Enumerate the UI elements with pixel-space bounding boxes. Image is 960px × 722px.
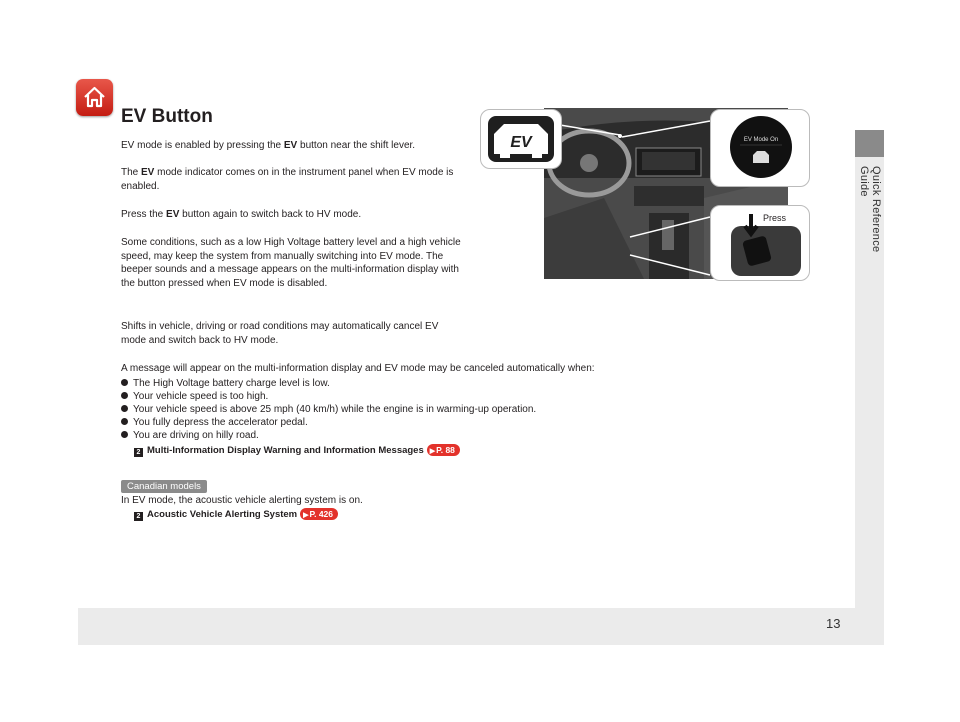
home-icon — [82, 85, 107, 110]
page-ref-badge[interactable]: ▶P. 426 — [300, 508, 338, 520]
ev-button-icon — [488, 116, 554, 162]
press-illustration — [711, 206, 809, 280]
mid-display-icon — [730, 116, 792, 178]
paragraph-message: A message will appear on the multi-information display and EV mode may be canceled automatically when: — [121, 363, 595, 374]
side-section-label[interactable]: Quick Reference Guide — [858, 166, 882, 253]
svg-text:EV: EV — [510, 134, 532, 151]
svg-text:EV Mode On: EV Mode On — [743, 137, 779, 143]
press-callout — [710, 205, 810, 281]
paragraph-switch-back: Press the EV button again to switch back to HV mode. — [121, 209, 362, 220]
xref-mid-messages-link[interactable]: 2 Multi-Information Display Warning and Information Messages ▶P. 88 — [134, 444, 460, 457]
home-button[interactable] — [76, 79, 113, 116]
paragraph-indicator: The EV mode indicator comes on in the instrument panel when EV mode is enabled. — [121, 167, 454, 192]
side-tab-marker — [855, 130, 884, 157]
bullet-icon — [121, 379, 128, 386]
canadian-models-tag: Canadian models — [121, 480, 207, 493]
bullet-icon — [121, 392, 128, 399]
paragraph-auto-cancel: Shifts in vehicle, driving or road conditions may automatically cancel EV mode and switch back to HV mode. — [121, 321, 439, 346]
display-callout — [710, 109, 810, 187]
section-title: EV Button — [121, 106, 213, 127]
list-item: Your vehicle speed is too high. — [121, 390, 268, 403]
bullet-icon — [121, 431, 128, 438]
paragraph-conditions: Some conditions, such as a low High Voltage battery level and a high vehicle speed, may keep the system from manually switching into EV mode. The beeper sounds and a message appears on the multi-information display with the button pressed when EV mode is disabled. — [121, 237, 461, 289]
arrow-icon: 2 — [134, 448, 143, 457]
list-item: Your vehicle speed is above 25 mph (40 km/h) while the engine is in warming-up operation. — [121, 403, 536, 416]
press-label: Press — [763, 213, 787, 223]
xref-avas-link[interactable]: 2 Acoustic Vehicle Alerting System ▶P. 426 — [134, 508, 338, 521]
page-number: 13 — [826, 616, 841, 631]
arrow-icon: 2 — [134, 512, 143, 521]
ev-button-callout — [480, 109, 562, 169]
list-item: You fully depress the accelerator pedal. — [121, 416, 308, 429]
page-ref-badge[interactable]: ▶P. 88 — [427, 444, 460, 456]
footer-band — [78, 608, 884, 645]
list-item: You are driving on hilly road. — [121, 429, 259, 442]
bullet-icon — [121, 418, 128, 425]
paragraph-avas: In EV mode, the acoustic vehicle alerting system is on. — [121, 495, 363, 506]
list-item: The High Voltage battery charge level is low. — [121, 377, 330, 390]
bullet-icon — [121, 405, 128, 412]
paragraph-enable: EV mode is enabled by pressing the EV button near the shift lever. — [121, 140, 416, 151]
